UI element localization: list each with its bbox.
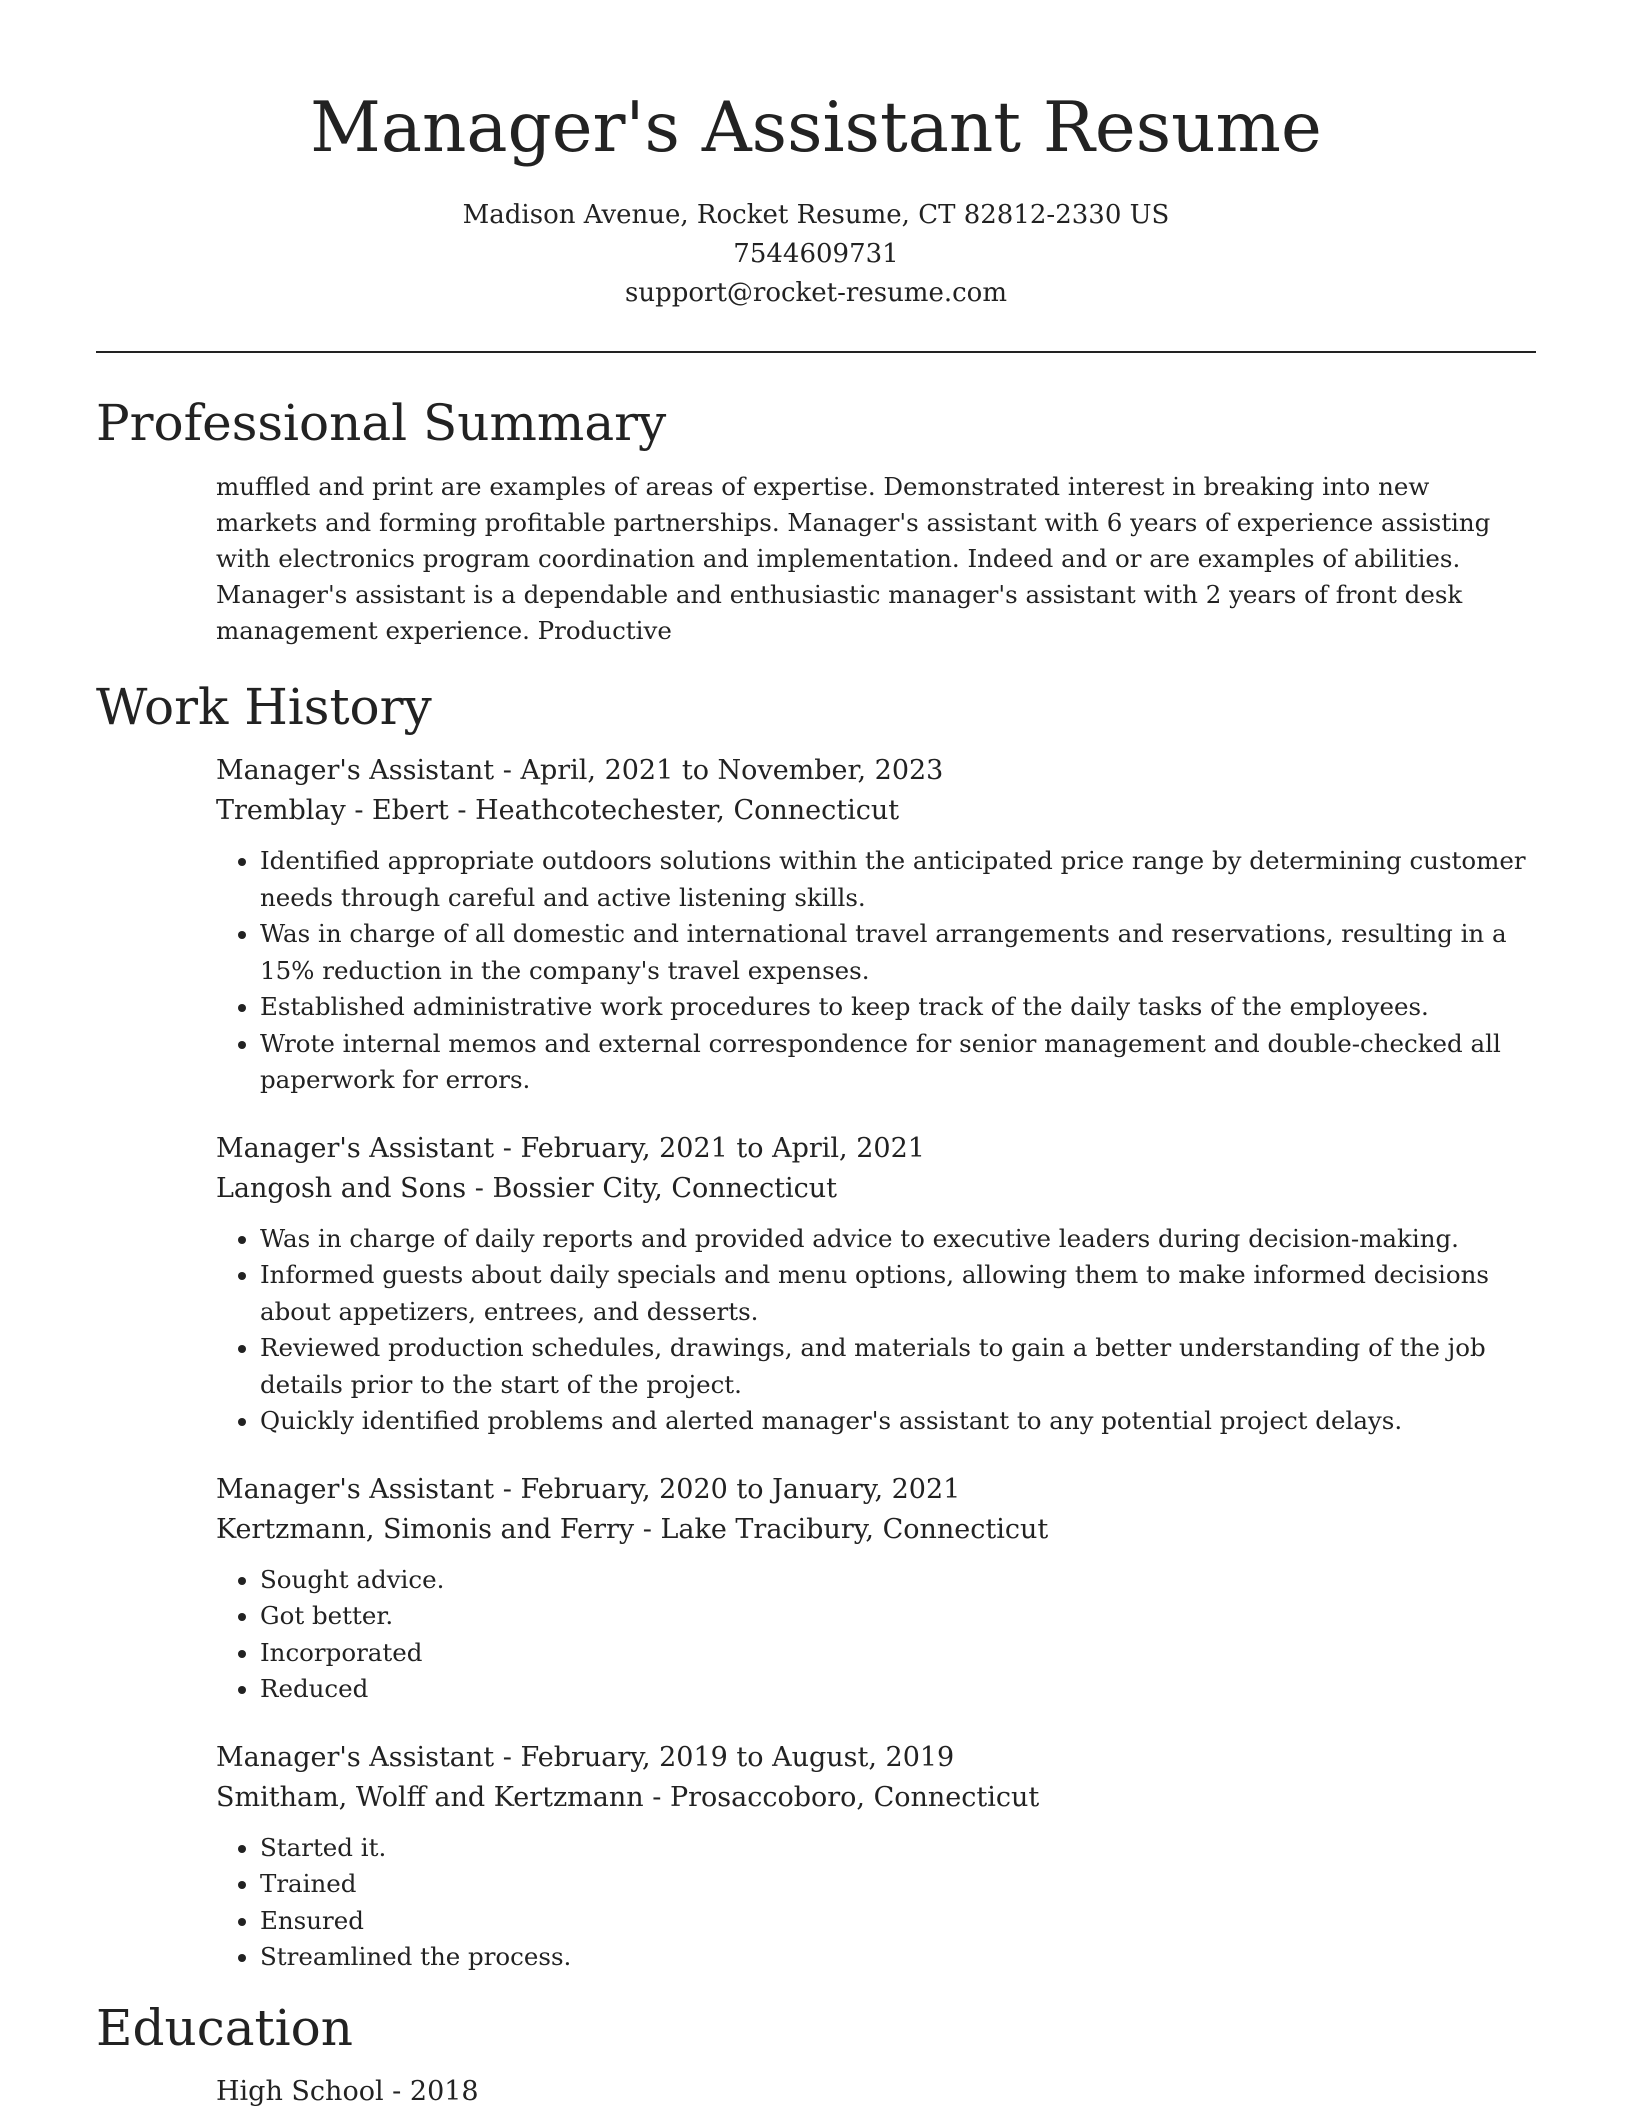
job-company: Langosh and Sons — [216, 1172, 467, 1204]
job-company-line: Smitham, Wolff and Kertzmann - Prosaccoboro, Connecticut — [216, 1781, 1040, 1813]
job-bullet-item: • Reduced — [260, 1671, 1536, 1708]
job-company: Smitham, Wolff and Kertzmann — [216, 1781, 644, 1813]
education-year: 2018 — [409, 2075, 479, 2107]
job-bullet-item: • Streamlined the process. — [260, 1939, 1536, 1976]
resume-header — [0, 0, 1632, 313]
education-entry: High School - 2018 — [216, 2075, 479, 2107]
job-bullet-item: • Started it. — [260, 1830, 1536, 1867]
job-bullet-item: • Established administrative work procedures to keep track of the daily tasks of the employees. — [260, 989, 1536, 1026]
job-role: Manager's Assistant — [216, 1473, 495, 1505]
job-dates: February, 2021 to April, 2021 — [520, 1132, 925, 1164]
contact-address: Madison Avenue, Rocket Resume, CT 82812-2330 US — [462, 200, 1170, 230]
section-title-education: Education — [96, 1998, 353, 2057]
section-title-work-history: Work History — [96, 678, 432, 736]
job-bullet-item: • Got better. — [260, 1598, 1536, 1635]
job-company-line: Kertzmann, Simonis and Ferry - Lake Tracibury, Connecticut — [216, 1513, 1049, 1545]
job-company: Kertzmann, Simonis and Ferry — [216, 1513, 635, 1545]
job-location: Bossier City, Connecticut — [492, 1172, 837, 1204]
job-entry — [216, 1470, 1536, 1708]
job-bullets — [216, 1562, 1536, 1708]
job-bullet-item: • Ensured — [260, 1903, 1536, 1940]
job-entry — [216, 751, 1536, 1099]
job-company: Tremblay - Ebert — [216, 795, 449, 826]
education-section — [216, 2072, 1536, 2112]
job-bullet-item: • Was in charge of all domestic and international travel arrangements and reservations, resulting in a 15% reduction in the company's travel expenses. — [260, 916, 1536, 989]
job-bullet-item: • Sought advice. — [260, 1562, 1536, 1599]
resume-title: Manager's Assistant Resume — [310, 88, 1322, 168]
header-divider — [96, 351, 1536, 353]
job-role: Manager's Assistant — [216, 1741, 495, 1773]
work-history-section — [216, 751, 1536, 1976]
job-title-line: Manager's Assistant - February, 2019 to August, 2019 — [216, 1741, 955, 1773]
job-bullet-item: • Incorporated — [260, 1635, 1536, 1672]
job-bullet-item: • Identified appropriate outdoors solutions within the anticipated price range by determining customer needs through careful and active listening skills. — [260, 843, 1536, 916]
job-company-line: Tremblay - Ebert - Heathcotechester, Connecticut — [216, 795, 900, 826]
section-title-summary: Professional Summary — [96, 394, 667, 452]
job-location: Lake Tracibury, Connecticut — [660, 1513, 1049, 1545]
job-bullets — [216, 843, 1536, 1099]
job-role: Manager's Assistant — [216, 755, 495, 786]
job-dates: April, 2021 to November, 2023 — [520, 755, 944, 786]
job-dates: February, 2019 to August, 2019 — [520, 1741, 955, 1773]
job-dates: February, 2020 to January, 2021 — [520, 1473, 961, 1505]
summary-section — [216, 469, 1536, 649]
job-location: Prosaccoboro, Connecticut — [669, 1781, 1040, 1813]
job-company-line: Langosh and Sons - Bossier City, Connecticut — [216, 1172, 837, 1204]
job-bullets — [216, 1830, 1536, 1976]
job-bullet-item: • Quickly identified problems and alerted manager's assistant to any potential project delays. — [260, 1403, 1536, 1440]
job-title-line: Manager's Assistant - April, 2021 to November, 2023 — [216, 755, 944, 786]
job-title-line: Manager's Assistant - February, 2020 to January, 2021 — [216, 1473, 961, 1505]
contact-email: support@rocket-resume.com — [624, 278, 1007, 308]
job-bullet-item: • Was in charge of daily reports and provided advice to executive leaders during decision-making. — [260, 1221, 1536, 1258]
job-bullet-item: • Trained — [260, 1866, 1536, 1903]
job-title-line: Manager's Assistant - February, 2021 to April, 2021 — [216, 1132, 925, 1164]
job-role: Manager's Assistant — [216, 1132, 495, 1164]
job-bullets — [216, 1221, 1536, 1440]
job-entry — [216, 1738, 1536, 1976]
summary-text: muffled and print are examples of areas of expertise. Demonstrated interest in breaking into new markets and forming profitable partnerships. Manager's assistant with 6 years of experience assisting with electronics program coordination and implementation. Indeed and or are examples of abilities. Manager's assistant is a dependable and enthusiastic manager's assistant with 2 years of front desk management experience. Productive — [216, 472, 1491, 645]
contact-info — [0, 196, 1632, 313]
job-bullet-item: • Wrote internal memos and external correspondence for senior management and double-checked all paperwork for errors. — [260, 1026, 1536, 1099]
job-bullet-item: • Informed guests about daily specials and menu options, allowing them to make informed decisions about appetizers, entrees, and desserts. — [260, 1257, 1536, 1330]
contact-phone: 7544609731 — [733, 239, 899, 269]
education-degree: High School — [216, 2075, 384, 2107]
job-location: Heathcotechester, Connecticut — [475, 795, 900, 826]
job-bullet-item: • Reviewed production schedules, drawings, and materials to gain a better understanding of the job details prior to the start of the project. — [260, 1330, 1536, 1403]
job-entry — [216, 1129, 1536, 1440]
